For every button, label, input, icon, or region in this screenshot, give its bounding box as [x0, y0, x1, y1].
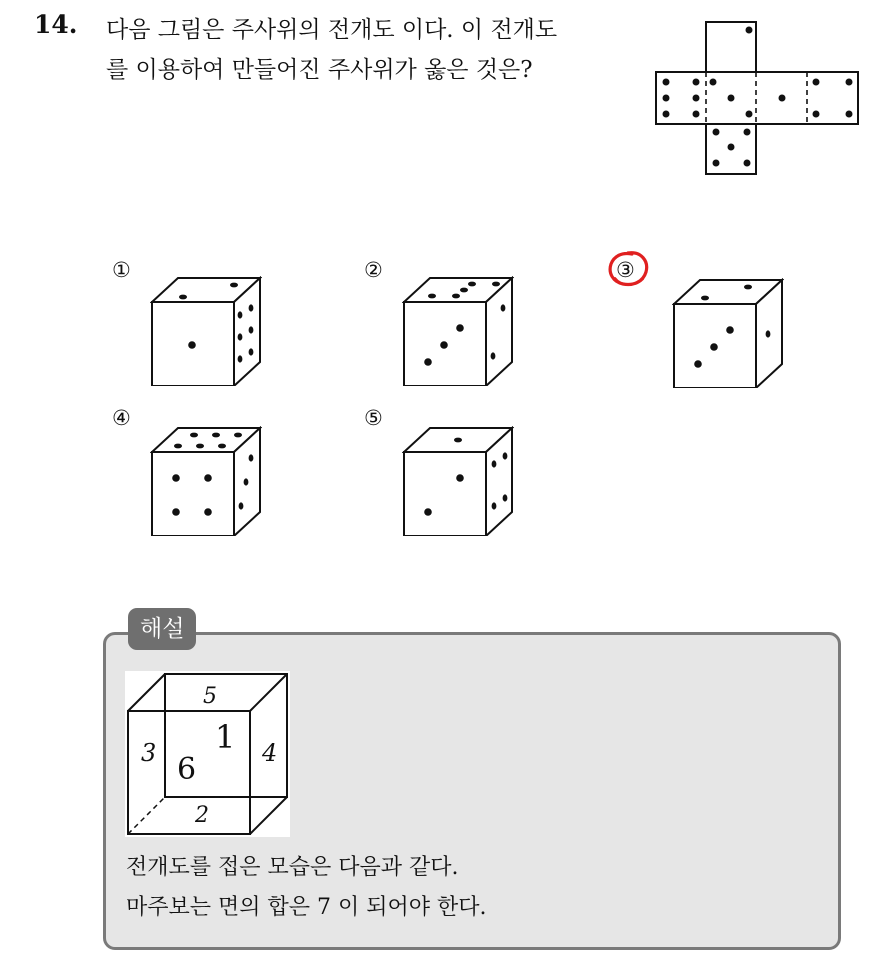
answer-circle-mark [605, 248, 651, 290]
option-2-marker[interactable]: ② [364, 258, 383, 282]
question-text-line1: 다음 그림은 주사위의 전개도 이다. 이 전개도 [106, 17, 558, 43]
question-number: 14. [34, 10, 78, 39]
cube-label-front-a: 1 [215, 718, 236, 756]
option-1-die[interactable] [150, 276, 262, 386]
dice-net-figure [650, 16, 864, 180]
question-text-line2: 를 이용하여 만들어진 주사위가 옳은 것은? [106, 57, 533, 83]
cube-label-bottom: 2 [195, 803, 209, 828]
option-1-marker[interactable]: ① [112, 258, 131, 282]
option-5-die[interactable] [402, 426, 514, 536]
folded-cube-figure [125, 671, 290, 837]
cube-label-top: 5 [203, 684, 217, 709]
option-2-die[interactable] [402, 276, 514, 386]
option-3-marker[interactable]: ③ [616, 258, 635, 282]
cube-label-front-b: 6 [177, 752, 197, 787]
explanation-line2: 마주보는 면의 합은 7 이 되어야 한다. [126, 895, 487, 920]
option-4-marker[interactable]: ④ [112, 406, 131, 430]
option-3-die[interactable] [672, 278, 784, 388]
option-4-die[interactable] [150, 426, 262, 536]
explanation-tag: 해설 [128, 608, 196, 650]
option-5-marker[interactable]: ⑤ [364, 406, 383, 430]
explanation-line1: 전개도를 접은 모습은 다음과 같다. [126, 855, 459, 880]
cube-label-right: 4 [262, 739, 278, 767]
cube-label-left: 3 [141, 739, 157, 767]
